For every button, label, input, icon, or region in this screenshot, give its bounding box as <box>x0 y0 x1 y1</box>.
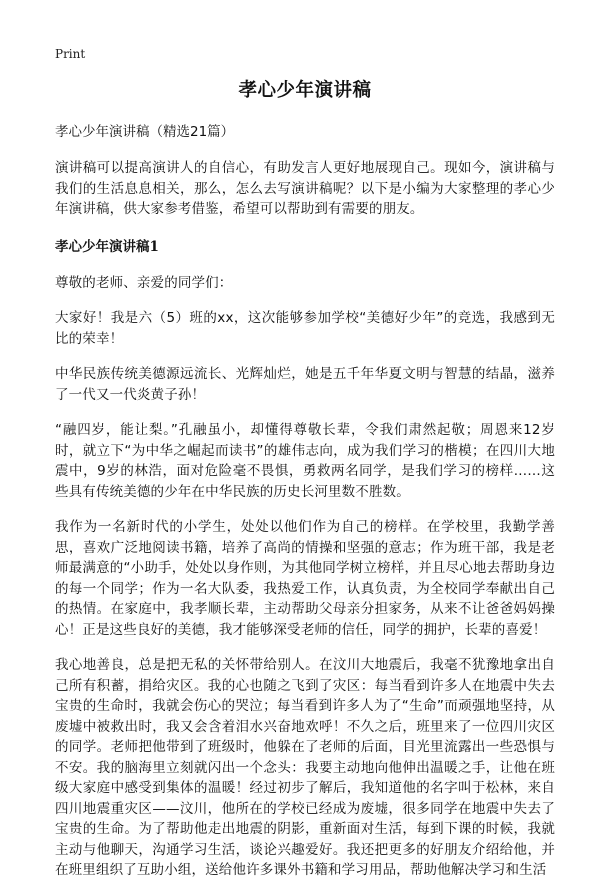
print-link[interactable]: Print <box>55 47 86 61</box>
document-title: 孝心少年演讲稿 <box>238 80 372 101</box>
body-paragraph: 中华民族传统美德源远流长、光辉灿烂，她是五千年华夏文明与智慧的结晶，滋养了一代又一代炎黄子孙！ <box>55 366 555 403</box>
body-paragraph: “融四岁，能让梨。”孔融虽小，却懂得尊敬长辈，令我们肃然起敬；周恩来12岁时，就立下“为中华之崛起而读书”的雄伟志向，成为我们学习的楷模；在四川大地震中，9岁的林浩，面对危险毫不畏惧，勇救两名同学，是我们学习的榜样……这些具有传统美德的少年在中华民族的历史长河里数不胜数。 <box>55 422 555 500</box>
document-subtitle: 孝心少年演讲稿（精选21篇） <box>55 124 235 140</box>
body-paragraph: 我作为一名新时代的小学生，处处以他们作为自己的榜样。在学校里，我勤学善思，喜欢广泛地阅读书籍，培养了高尚的情操和坚强的意志；作为班干部，我是老师最满意的“小助手，处处以身作则，为其他同学树立榜样，并且尽心地去帮助身边的每一个同学；作为一名大队委，我热爱工作，认真负责，为全校同学奉献出自己的热情。在家庭中，我孝顺长辈，主动帮助父母亲分担家务，从来不让爸爸妈妈操心！正是这些良好的美德，我才能够深受老师的信任，同学的拥护，长辈的喜爱！ <box>55 519 555 638</box>
body-paragraph: 我心地善良，总是把无私的关怀带给别人。在汶川大地震后，我毫不犹豫地拿出自己所有积蓄，捐给灾区。我的心也随之飞到了灾区：每当看到许多人在地震中失去宝贵的生命时，我就会伤心的哭泣；每当看到许多人为了“生命”而顽强地坚持，从废墟中被救出时，我又会含着泪水兴奋地欢呼！不久之后，班里来了一位四川灾区的同学。老师把他带到了班级时，他躲在了老师的后面，目光里流露出一些恐惧与不安。我的脑海里立刻就闪出一个念头：我要主动地向他伸出温暖之手，让他在班级大家庭中感受到集体的温暖！经过初步了解后，我知道他的名字叫于松林，来自四川地震重灾区——汶川，他所在的学校已经成为废墟，很多同学在地震中失去了宝贵的生命。为了帮助他走出地震的阴影，重新面对生活，每到下课的时候，我就主动与他聊天，沟通学习生活，谈论兴趣爱好。我还把更多的好朋友介绍给他，并在班里组织了互助小组，送给他许多课外书籍和学习用品，帮助他解决学习和生活 <box>55 657 555 878</box>
intro-paragraph: 演讲稿可以提高演讲人的自信心，有助发言人更好地展现自己。现如今，演讲稿与我们的生活息息相关，那么，怎么去写演讲稿呢？以下是小编为大家整理的孝心少年演讲稿，供大家参考借鉴，希望可以帮助到有需要的朋友。 <box>55 160 555 217</box>
salutation-paragraph: 尊敬的老师、亲爱的同学们： <box>55 274 233 291</box>
section-heading: 孝心少年演讲稿1 <box>55 238 159 255</box>
document-page <box>55 76 555 881</box>
body-paragraph: 大家好！我是六（5）班的xx，这次能够参加学校“美德好少年”的竞选，我感到无比的荣幸！ <box>55 310 555 347</box>
